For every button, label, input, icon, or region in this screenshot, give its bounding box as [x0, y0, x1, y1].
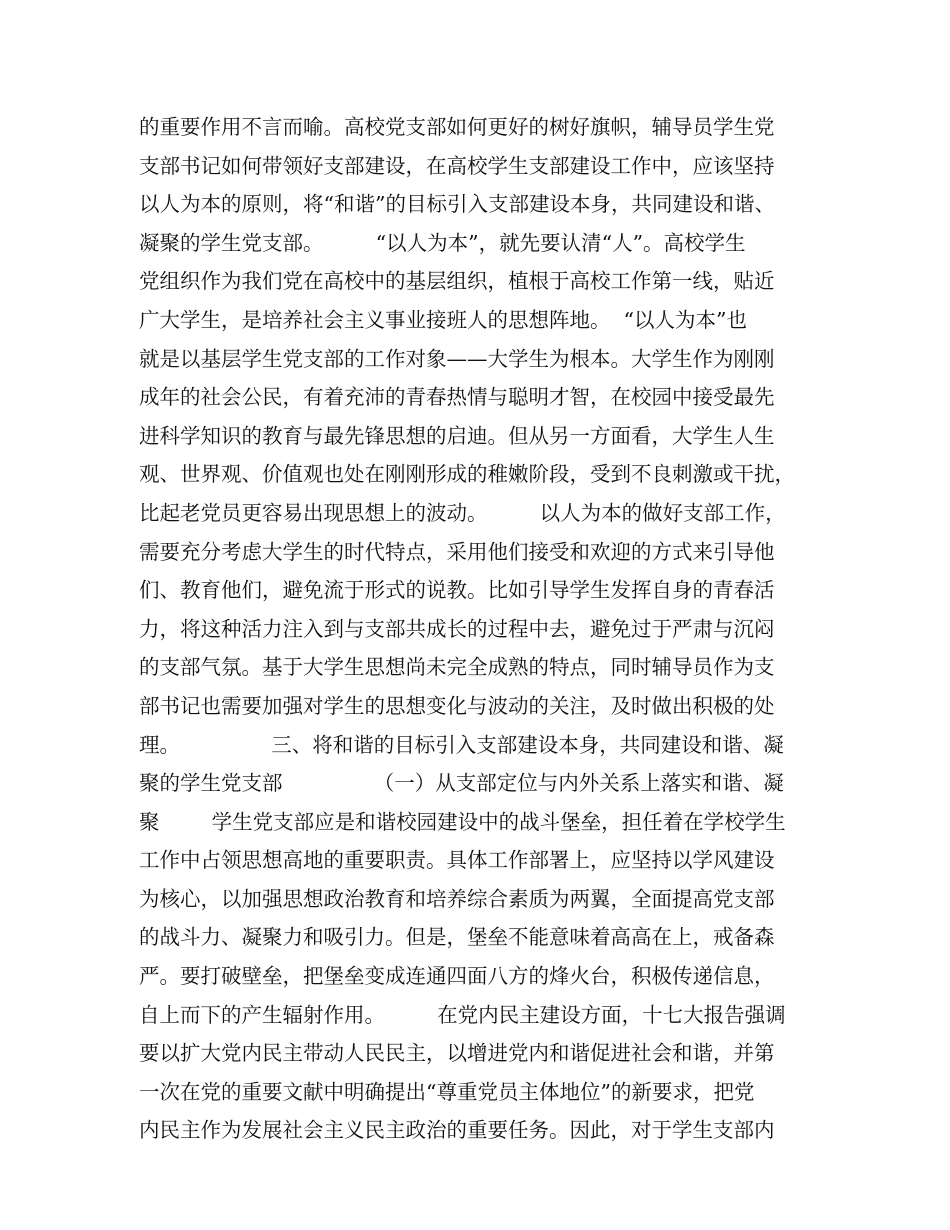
text-line: 凝聚的学生党支部。 “以人为本”，就先要认清“人”。高校学生	[139, 230, 746, 255]
text-line: 进科学知识的教育与最先锋思想的启迪。但从另一方面看，大学生人生	[139, 423, 775, 448]
text-line: 以人为本的原则，将“和谐”的目标引入支部建设本身，共同建设和谐、	[139, 192, 775, 217]
text-line: 部书记也需要加强对学生的思想变化与波动的关注，及时做出积极的处	[139, 693, 775, 718]
text-line: 严。要打破壁垒，把堡垒变成连通四面八方的烽火台，积极传递信息，	[139, 964, 775, 989]
text-line: 需要充分考虑大学生的时代特点，采用他们接受和欢迎的方式来引导他	[139, 539, 775, 564]
text-line: 自上而下的产生辐射作用。 在党内民主建设方面，十七大报告强调	[139, 1002, 786, 1027]
text-line: 的重要作用不言而喻。高校党支部如何更好的树好旗帜，辅导员学生党	[139, 115, 775, 139]
text-line: 一次在党的重要文献中明确提出“尊重党员主体地位”的新要求，把党	[139, 1079, 755, 1104]
text-line: 工作中占领思想高地的重要职责。具体工作部署上，应坚持以学风建设	[139, 848, 775, 873]
text-line: 的支部气氛。基于大学生思想尚未完全成熟的特点，同时辅导员作为支	[139, 655, 775, 680]
text-line: 比起老党员更容易出现思想上的波动。 以人为本的做好支部工作，	[139, 500, 786, 525]
body-text	[139, 108, 829, 1150]
text-line: 内民主作为发展社会主义民主政治的重要任务。因此，对于学生支部内	[139, 1118, 775, 1143]
text-line: 聚的学生党支部 （一）从支部定位与内外关系上落实和谐、凝	[139, 771, 784, 796]
text-line: 理。 三、将和谐的目标引入支部建设本身，共同建设和谐、凝	[139, 732, 784, 757]
text-line: 就是以基层学生党支部的工作对象——大学生为根本。大学生作为刚刚	[139, 346, 775, 371]
text-line: 的战斗力、凝聚力和吸引力。但是，堡垒不能意味着高高在上，戒备森	[139, 925, 775, 950]
text-line: 支部书记如何带领好支部建设，在高校学生支部建设工作中，应该坚持	[139, 153, 775, 178]
text-line: 为核心，以加强思想政治教育和培养综合素质为两翼，全面提高党支部	[139, 886, 775, 911]
text-line: 成年的社会公民，有着充沛的青春热情与聪明才智，在校园中接受最先	[139, 385, 775, 410]
text-line: 党组织作为我们党在高校中的基层组织，植根于高校工作第一线，贴近	[139, 269, 775, 294]
text-line: 广大学生，是培养社会主义事业接班人的思想阵地。 “以人为本”也	[139, 307, 747, 332]
text-line: 力，将这种活力注入到与支部共成长的过程中去，避免过于严肃与沉闷	[139, 616, 775, 641]
text-line: 要以扩大党内民主带动人民民主，以增进党内和谐促进社会和谐，并第	[139, 1041, 775, 1066]
text-line: 聚 学生党支部应是和谐校园建设中的战斗堡垒，担任着在学校学生	[139, 809, 786, 834]
text-line: 观、世界观、价值观也处在刚刚形成的稚嫩阶段，受到不良刺激或干扰，	[139, 462, 795, 487]
text-line: 们、教育他们，避免流于形式的说教。比如引导学生发挥自身的青春活	[139, 578, 775, 603]
